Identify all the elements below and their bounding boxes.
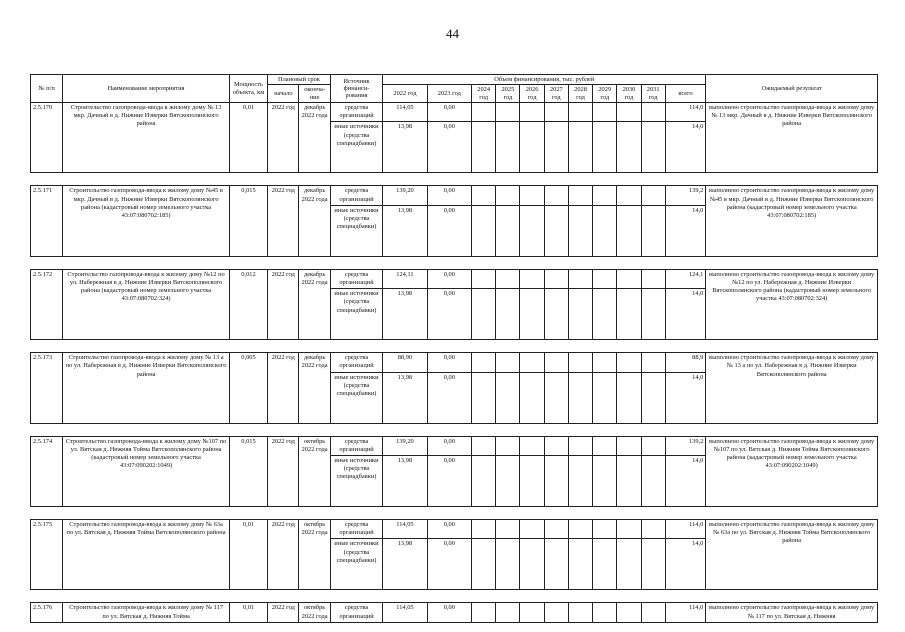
empty-cell [472, 539, 496, 590]
empty-cell [641, 603, 665, 622]
amount-total: 114,0 [665, 103, 706, 122]
amount-total: 114,0 [665, 519, 706, 538]
expected-result: выполнено строительство газопровода-ввода к жилому дому №107 по ул. Вятская д. Нижняя Тойма Вятскополянского района (кадастровый номер земельного участка 43:07:090202:1049) [706, 436, 878, 506]
gap-cell [31, 340, 878, 353]
source-other: иные источники (средства спецнадбавки) [330, 455, 382, 506]
empty-cell [641, 122, 665, 173]
capacity: 0,015 [229, 436, 267, 506]
empty-cell [496, 269, 520, 288]
table-row [31, 269, 878, 288]
empty-cell [617, 122, 641, 173]
measure-name: Строительство газопровода-ввода к жилому дому № 117 по ул. Вятская д. Нижняя Тойма [63, 603, 230, 622]
amount-2022: 13,98 [383, 372, 427, 423]
source-organizations: средства организаций [330, 519, 382, 538]
empty-cell [617, 603, 641, 622]
amount-2023: 0,00 [427, 205, 471, 256]
start-date: 2022 год [268, 103, 299, 173]
gap-cell [31, 423, 878, 436]
empty-cell [593, 455, 617, 506]
empty-cell [496, 455, 520, 506]
empty-cell [568, 269, 592, 288]
expected-result: выполнено строительство газопровода-ввода к жилому дому №45 в мкр. Дачный в д. Нижние Изверки Вятскополянского района (кадастровый номер земельного участка 43:07:080702:185) [706, 186, 878, 256]
header-result: Ожидаемый результат [706, 75, 878, 103]
header-source: Источник финанси-рования [330, 75, 382, 103]
row-gap [31, 173, 878, 186]
empty-cell [593, 205, 617, 256]
amount-2023: 0,00 [427, 353, 471, 372]
empty-cell [593, 186, 617, 205]
empty-cell [472, 269, 496, 288]
empty-cell [544, 269, 568, 288]
empty-cell [593, 269, 617, 288]
amount-total: 14,0 [665, 289, 706, 340]
empty-cell [496, 519, 520, 538]
expected-result: выполнено строительство газопровода-ввода к жилому дому № 13 а по ул. Набережная в д. Нижние Изверки Вятскополянского района [706, 353, 878, 423]
source-organizations: средства организаций [330, 186, 382, 205]
empty-cell [520, 603, 544, 622]
empty-cell [520, 455, 544, 506]
empty-cell [641, 289, 665, 340]
amount-2022: 139,20 [383, 436, 427, 455]
end-date: декабрь 2022 года [299, 103, 330, 173]
header-end: оконча-ние [299, 85, 330, 103]
empty-cell [544, 186, 568, 205]
empty-cell [568, 353, 592, 372]
gap-cell [31, 173, 878, 186]
empty-cell [568, 372, 592, 423]
empty-cell [472, 186, 496, 205]
amount-2023: 0,00 [427, 455, 471, 506]
amount-2022: 13,98 [383, 455, 427, 506]
measure-name: Строительство газопровода-ввода к жилому дому №45 в мкр. Дачный в д. Нижние Изверки Вятскополянского района (кадастровый номер земельного участка 43:07:080702:185) [63, 186, 230, 256]
header-year: 2026 год [520, 85, 544, 103]
row-number: 2.5.175 [31, 519, 63, 589]
amount-2022: 139,20 [383, 186, 427, 205]
empty-cell [617, 372, 641, 423]
gap-cell [31, 590, 878, 603]
amount-total: 88,9 [665, 353, 706, 372]
amount-total: 139,2 [665, 186, 706, 205]
empty-cell [593, 122, 617, 173]
empty-cell [544, 539, 568, 590]
empty-cell [496, 122, 520, 173]
header-num: № п/п [31, 75, 63, 103]
amount-2022: 13,98 [383, 122, 427, 173]
empty-cell [617, 269, 641, 288]
empty-cell [520, 205, 544, 256]
header-name: Наименование мероприятия [63, 75, 230, 103]
empty-cell [617, 186, 641, 205]
capacity: 0,015 [229, 186, 267, 256]
amount-2022: 114,05 [383, 103, 427, 122]
amount-2023: 0,00 [427, 603, 471, 622]
empty-cell [472, 603, 496, 622]
empty-cell [544, 455, 568, 506]
row-number: 2.5.170 [31, 103, 63, 173]
empty-cell [544, 436, 568, 455]
empty-cell [641, 519, 665, 538]
capacity: 0,01 [229, 103, 267, 173]
start-date: 2022 год [268, 186, 299, 256]
empty-cell [544, 205, 568, 256]
header-year: 2028 год [568, 85, 592, 103]
empty-cell [520, 103, 544, 122]
amount-total: 114,0 [665, 603, 706, 622]
empty-cell [544, 103, 568, 122]
empty-cell [617, 289, 641, 340]
start-date: 2022 год [268, 603, 299, 622]
amount-2022: 88,90 [383, 353, 427, 372]
start-date: 2022 год [268, 519, 299, 589]
empty-cell [544, 122, 568, 173]
empty-cell [641, 353, 665, 372]
empty-cell [520, 122, 544, 173]
header-volume: Объем финансирования, тыс. рублей [383, 75, 706, 85]
empty-cell [496, 289, 520, 340]
row-number: 2.5.172 [31, 269, 63, 339]
gap-cell [31, 506, 878, 519]
amount-total: 14,0 [665, 372, 706, 423]
expected-result: выполнено строительство газопровода-ввода к жилому дому № 63а по ул. Вятская д. Нижняя Тойма Вятскополянского района [706, 519, 878, 589]
empty-cell [472, 103, 496, 122]
header-plan-term: Плановый срок [268, 75, 331, 85]
source-organizations: средства организаций [330, 603, 382, 622]
empty-cell [593, 103, 617, 122]
empty-cell [544, 603, 568, 622]
end-date: октябрь 2022 года [299, 436, 330, 506]
header-power: Мощность объекта, км [229, 75, 267, 103]
amount-2023: 0,00 [427, 519, 471, 538]
empty-cell [617, 539, 641, 590]
row-gap [31, 506, 878, 519]
amount-2022: 124,11 [383, 269, 427, 288]
empty-cell [472, 289, 496, 340]
end-date: декабрь 2022 года [299, 269, 330, 339]
empty-cell [544, 372, 568, 423]
empty-cell [568, 289, 592, 340]
empty-cell [496, 603, 520, 622]
amount-2023: 0,00 [427, 289, 471, 340]
empty-cell [496, 353, 520, 372]
empty-cell [641, 103, 665, 122]
empty-cell [617, 353, 641, 372]
end-date: октябрь 2022 года [299, 603, 330, 622]
table-row [31, 103, 878, 122]
header-year: 2029 год [593, 85, 617, 103]
end-date: декабрь 2022 года [299, 186, 330, 256]
empty-cell [617, 455, 641, 506]
amount-2023: 0,00 [427, 122, 471, 173]
row-gap [31, 340, 878, 353]
capacity: 0,005 [229, 353, 267, 423]
table-row [31, 603, 878, 622]
empty-cell [520, 186, 544, 205]
empty-cell [544, 289, 568, 340]
header-year: 2022 год [383, 85, 427, 103]
header-year: 2023 год [427, 85, 471, 103]
empty-cell [593, 353, 617, 372]
expected-result: выполнено строительство газопровода-ввода к жилому дому №12 по ул. Набережная д. Нижние Изверки Вятскополянского района (кадастровый номер земельного участка 43:07:080702:324) [706, 269, 878, 339]
measure-name: Строительство газопровода-ввода к жилому дому №107 по ул. Вятская д. Нижняя Тойма Вятскополянского района (кадастровый номер земельного участка 43:07:090202:1049) [63, 436, 230, 506]
measure-name: Строительство газопровода-ввода к жилому дому №12 по ул. Набережная в д. Нижние Изверки Вятскополянского района (кадастровый номер земельного участка 43:07:080702:324) [63, 269, 230, 339]
row-number: 2.5.174 [31, 436, 63, 506]
table-row [31, 186, 878, 205]
source-other: иные источники (средства спецнадбавки) [330, 122, 382, 173]
amount-2022: 13,98 [383, 539, 427, 590]
row-number: 2.5.171 [31, 186, 63, 256]
table-row [31, 436, 878, 455]
empty-cell [496, 539, 520, 590]
header-start: начало [268, 85, 299, 103]
empty-cell [617, 103, 641, 122]
amount-total: 139,2 [665, 436, 706, 455]
empty-cell [496, 436, 520, 455]
empty-cell [520, 436, 544, 455]
empty-cell [593, 603, 617, 622]
header-year: 2025 год [496, 85, 520, 103]
empty-cell [568, 186, 592, 205]
empty-cell [617, 205, 641, 256]
row-gap [31, 590, 878, 603]
empty-cell [641, 539, 665, 590]
empty-cell [496, 103, 520, 122]
row-number: 2.5.173 [31, 353, 63, 423]
empty-cell [568, 603, 592, 622]
source-other: иные источники (средства спецнадбавки) [330, 289, 382, 340]
empty-cell [520, 372, 544, 423]
empty-cell [641, 186, 665, 205]
start-date: 2022 год [268, 353, 299, 423]
empty-cell [593, 372, 617, 423]
source-other: иные источники (средства спецнадбавки) [330, 372, 382, 423]
empty-cell [568, 539, 592, 590]
empty-cell [544, 519, 568, 538]
capacity: 0,01 [229, 519, 267, 589]
amount-2023: 0,00 [427, 103, 471, 122]
empty-cell [520, 353, 544, 372]
source-other: иные источники (средства спецнадбавки) [330, 539, 382, 590]
empty-cell [472, 436, 496, 455]
empty-cell [472, 353, 496, 372]
empty-cell [641, 436, 665, 455]
source-organizations: средства организаций [330, 269, 382, 288]
source-other: иные источники (средства спецнадбавки) [330, 205, 382, 256]
amount-total: 14,0 [665, 539, 706, 590]
source-organizations: средства организаций [330, 103, 382, 122]
capacity: 0,01 [229, 603, 267, 622]
empty-cell [568, 103, 592, 122]
end-date: октябрь 2022 года [299, 519, 330, 589]
capacity: 0,012 [229, 269, 267, 339]
header-year: 2030 год [617, 85, 641, 103]
amount-2023: 0,00 [427, 436, 471, 455]
empty-cell [496, 205, 520, 256]
expected-result: выполнено строительство газопровода-ввода к жилому дому № 117 по ул. Вятская д. Нижняя [706, 603, 878, 622]
header-year: 2024 год [472, 85, 496, 103]
row-gap [31, 256, 878, 269]
empty-cell [472, 205, 496, 256]
table-row [31, 353, 878, 372]
empty-cell [472, 455, 496, 506]
amount-total: 14,0 [665, 455, 706, 506]
empty-cell [641, 372, 665, 423]
empty-cell [593, 539, 617, 590]
page-number: 44 [446, 26, 459, 41]
amount-2022: 114,05 [383, 603, 427, 622]
empty-cell [472, 519, 496, 538]
measure-name: Строительство газопровода-ввода к жилому дому № 63а по ул. Вятская д. Нижняя Тойма Вятскополянского района [63, 519, 230, 589]
empty-cell [544, 353, 568, 372]
measure-name: Строительство газопровода-ввода к жилому дому № 13 мкр. Дачный в д. Нижние Изверки Вятскополянского района [63, 103, 230, 173]
amount-2022: 13,98 [383, 289, 427, 340]
gap-cell [31, 256, 878, 269]
start-date: 2022 год [268, 269, 299, 339]
empty-cell [520, 269, 544, 288]
source-organizations: средства организаций [330, 436, 382, 455]
empty-cell [617, 436, 641, 455]
amount-2022: 114,05 [383, 519, 427, 538]
row-gap [31, 423, 878, 436]
empty-cell [568, 519, 592, 538]
amount-2023: 0,00 [427, 539, 471, 590]
empty-cell [641, 269, 665, 288]
empty-cell [520, 519, 544, 538]
empty-cell [617, 519, 641, 538]
source-organizations: средства организаций [330, 353, 382, 372]
header-total: всего [665, 85, 706, 103]
empty-cell [568, 436, 592, 455]
empty-cell [593, 436, 617, 455]
empty-cell [568, 455, 592, 506]
amount-total: 14,0 [665, 205, 706, 256]
empty-cell [496, 186, 520, 205]
empty-cell [641, 455, 665, 506]
empty-cell [472, 122, 496, 173]
empty-cell [593, 519, 617, 538]
start-date: 2022 год [268, 436, 299, 506]
amount-2023: 0,00 [427, 269, 471, 288]
empty-cell [472, 372, 496, 423]
empty-cell [520, 289, 544, 340]
financing-table [30, 74, 878, 623]
amount-total: 14,0 [665, 122, 706, 173]
table-row [31, 519, 878, 538]
end-date: декабрь 2022 года [299, 353, 330, 423]
amount-2022: 13,98 [383, 205, 427, 256]
measure-name: Строительство газопровода-ввода к жилому дому № 13 а по ул. Набережная в д. Нижние Изверки Вятскополянского района [63, 353, 230, 423]
header-year: 2027 год [544, 85, 568, 103]
empty-cell [568, 122, 592, 173]
empty-cell [520, 539, 544, 590]
row-number: 2.5.176 [31, 603, 63, 622]
empty-cell [593, 289, 617, 340]
header-year: 2031 год [641, 85, 665, 103]
empty-cell [568, 205, 592, 256]
empty-cell [641, 205, 665, 256]
expected-result: выполнено строительство газопровода-ввода к жилому дому № 13 мкр. Дачный в д. Нижние Изверки Вятскополянского района [706, 103, 878, 173]
empty-cell [496, 372, 520, 423]
amount-total: 124,1 [665, 269, 706, 288]
amount-2023: 0,00 [427, 372, 471, 423]
amount-2023: 0,00 [427, 186, 471, 205]
